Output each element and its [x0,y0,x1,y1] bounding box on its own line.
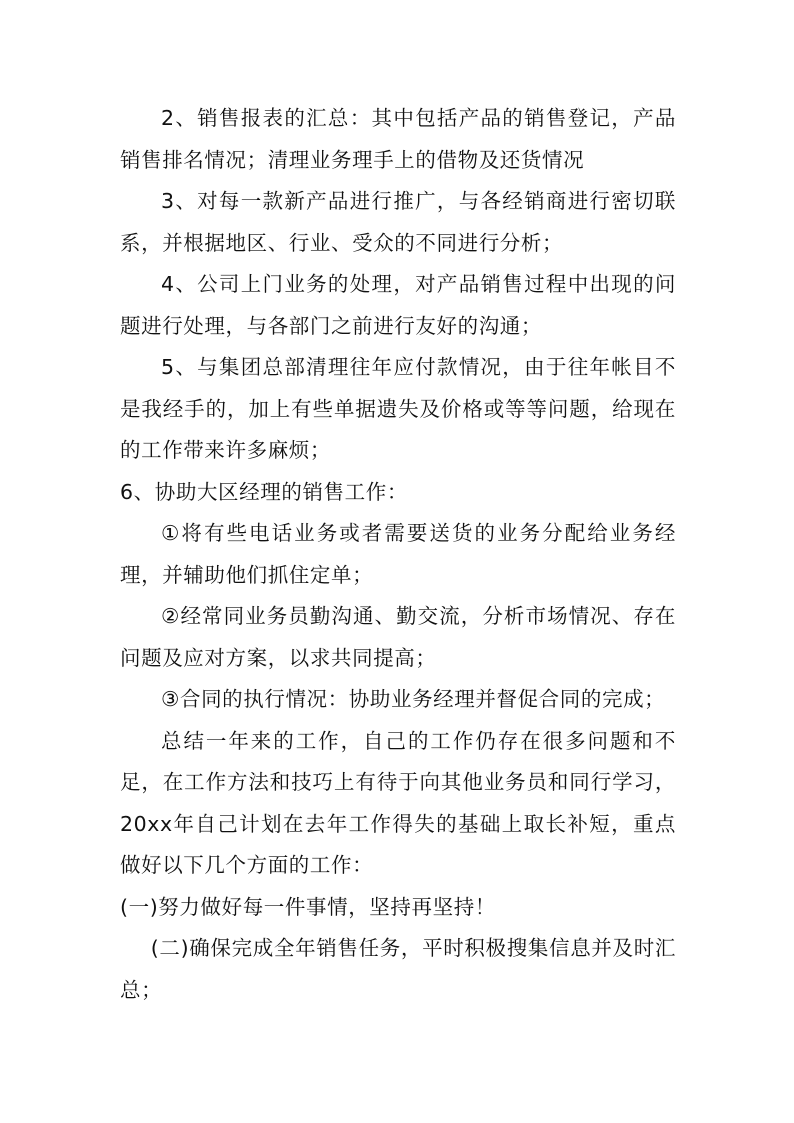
paragraph-item-2-communication: ②经常同业务员勤沟通、勤交流，分析市场情况、存在问题及应对方案，以求共同提高； [120,604,676,670]
document-body [120,98,676,1011]
paragraph-new-product-promotion: 3、对每一款新产品进行推广，与各经销商进行密切联系，并根据地区、行业、受众的不同进行分析； [120,189,676,255]
paragraph-item-3-contract-execution: ③合同的执行情况：协助业务经理并督促合同的完成； [161,687,666,711]
paragraph-onsite-business: 4、公司上门业务的处理，对产品销售过程中出现的问题进行处理，与各部门之前进行友好的沟通； [120,272,676,338]
paragraph-payables-cleanup: 5、与集团总部清理往年应付款情况，由于往年帐目不是我经手的，加上有些单据遗失及价格或等等问题，给现在的工作带来许多麻烦； [120,355,676,462]
paragraph-assist-regional-manager: 6、协助大区经理的销售工作： [120,479,408,504]
paragraph-goal-1: (一)努力做好每一件事情，坚持再坚持！ [120,894,496,919]
paragraph-goal-2: (二)确保完成全年销售任务，平时积极搜集信息并及时汇总； [120,936,676,1002]
paragraph-sales-report-summary: 2、销售报表的汇总：其中包括产品的销售登记，产品销售排名情况；清理业务理手上的借物及还货情况 [120,106,676,172]
paragraph-year-summary: 总结一年来的工作，自己的工作仍存在很多问题和不足，在工作方法和技巧上有待于向其他业务员和同行学习，20xx年自己计划在去年工作得失的基础上取长补短，重点做好以下几个方面的工作： [120,728,676,877]
paragraph-item-1-phone-business: ①将有些电话业务或者需要送货的业务分配给业务经理，并辅助他们抓住定单； [120,521,676,587]
